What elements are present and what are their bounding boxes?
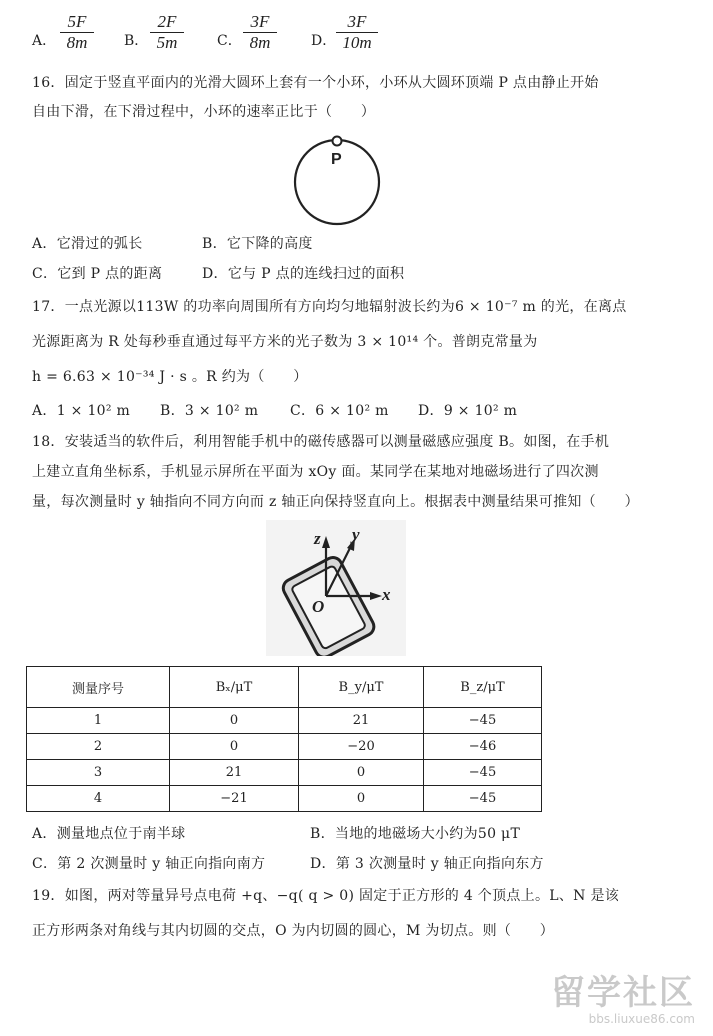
q15-option-a-numerator: 5F xyxy=(60,12,94,33)
q17-option-c: C．6 × 10² m xyxy=(290,403,389,419)
cell: −45 xyxy=(424,760,542,786)
table-row xyxy=(27,734,542,760)
q18-measurement-table xyxy=(26,666,542,812)
header-bx: Bₓ/μT xyxy=(170,667,299,708)
q15-option-c-fraction xyxy=(243,12,277,53)
q18-stem-line-2: 上建立直角坐标系，手机显示屏所在平面为 xOy 面。某同学在某地对地磁场进行了四次测 xyxy=(32,464,599,480)
q17-option-b: B．3 × 10² m xyxy=(160,403,259,419)
q15-option-d-letter: D． xyxy=(311,33,337,49)
cell: 0 xyxy=(170,708,299,734)
cell: −20 xyxy=(299,734,424,760)
q19-stem-line-2: 正方形两条对角线与其内切圆的交点，O 为内切圆的圆心，M 为切点。则（ ） xyxy=(32,923,555,939)
watermark-brand: 留学社区 xyxy=(551,973,695,1013)
q15-option-a-denominator: 8m xyxy=(66,33,88,52)
cell: 21 xyxy=(170,760,299,786)
small-ring xyxy=(333,137,342,146)
q17-stem-line-3: h = 6.63 × 10⁻³⁴ J · s 。R 约为（ ） xyxy=(32,369,308,385)
point-p-label: P xyxy=(331,151,342,168)
q18-option-a: A．测量地点位于南半球 xyxy=(32,826,186,842)
q18-option-b: B．当地的地磁场大小约为50 μT xyxy=(310,826,521,842)
cell: 1 xyxy=(27,708,170,734)
cell: 0 xyxy=(299,760,424,786)
q18-phone-figure xyxy=(266,520,406,656)
x-axis-label: x xyxy=(382,585,391,604)
cell: 0 xyxy=(299,786,424,812)
q15-option-b-letter: B． xyxy=(124,33,149,49)
y-axis-label: y xyxy=(352,525,360,544)
watermark xyxy=(551,965,695,1026)
table-header-row xyxy=(27,667,542,708)
q16-option-d: D．它与 P 点的连线扫过的面积 xyxy=(202,266,405,282)
q15-option-b-fraction xyxy=(150,12,184,53)
q17-option-a: A．1 × 10² m xyxy=(32,403,131,419)
q16-option-b: B．它下降的高度 xyxy=(202,236,313,252)
origin-label: O xyxy=(312,597,325,616)
cell: 21 xyxy=(299,708,424,734)
q15-option-a-letter: A． xyxy=(32,33,57,49)
q16-stem-line-1: 16．固定于竖直平面内的光滑大圆环上套有一个小环，小环从大圆环顶端 P 点由静止开始 xyxy=(32,75,599,91)
q16-ring-figure xyxy=(290,132,390,228)
cell: −45 xyxy=(424,786,542,812)
watermark-url: bbs.liuxue86.com xyxy=(588,1012,695,1026)
cell: −45 xyxy=(424,708,542,734)
q15-option-b-numerator: 2F xyxy=(150,12,184,33)
header-by: B_y/μT xyxy=(299,667,424,708)
q15-option-c-numerator: 3F xyxy=(243,12,277,33)
header-bz: B_z/μT xyxy=(424,667,542,708)
q15-option-a-fraction xyxy=(60,12,94,53)
q17-stem-line-1: 17．一点光源以113W 的功率向周围所有方向均匀地辐射波长约为6 × 10⁻⁷ m 的光，在离点 xyxy=(32,299,627,315)
q18-option-d: D．第 3 次测量时 y 轴正向指向东方 xyxy=(310,856,544,872)
table-row xyxy=(27,786,542,812)
q15-option-d-denominator: 10m xyxy=(342,33,372,52)
cell: −21 xyxy=(170,786,299,812)
q17-stem-line-2: 光源距离为 R 处每秒垂直通过每平方米的光子数为 3 × 10¹⁴ 个。普朗克常量为 xyxy=(32,334,538,350)
table-row xyxy=(27,708,542,734)
q18-option-c: C．第 2 次测量时 y 轴正向指向南方 xyxy=(32,856,266,872)
q15-option-c-denominator: 8m xyxy=(249,33,271,52)
q18-stem-line-3: 量，每次测量时 y 轴指向不同方向而 z 轴正向保持竖直向上。根据表中测量结果可推知（ ） xyxy=(32,494,639,510)
q17-option-d: D．9 × 10² m xyxy=(418,403,518,419)
z-axis-label: z xyxy=(314,529,321,548)
cell: 2 xyxy=(27,734,170,760)
table-row xyxy=(27,760,542,786)
q16-stem-line-2: 自由下滑，在下滑过程中，小环的速率正比于（ ） xyxy=(32,104,376,120)
q15-option-c-letter: C． xyxy=(217,33,242,49)
q15-option-b-denominator: 5m xyxy=(156,33,178,52)
q18-stem-line-1: 18．安装适当的软件后，利用智能手机中的磁传感器可以测量磁感应强度 B。如图，在手机 xyxy=(32,434,610,450)
q19-stem-line-1: 19．如图，两对等量异号点电荷 +q、−q( q > 0) 固定于正方形的 4 个顶点上。L、N 是该 xyxy=(32,888,620,904)
q16-option-c: C．它到 P 点的距离 xyxy=(32,266,163,282)
header-index: 测量序号 xyxy=(27,667,170,708)
cell: 0 xyxy=(170,734,299,760)
q15-option-d-fraction xyxy=(336,12,378,53)
cell: 3 xyxy=(27,760,170,786)
q16-option-a: A．它滑过的弧长 xyxy=(32,236,143,252)
cell: −46 xyxy=(424,734,542,760)
q15-option-d-numerator: 3F xyxy=(336,12,378,33)
cell: 4 xyxy=(27,786,170,812)
